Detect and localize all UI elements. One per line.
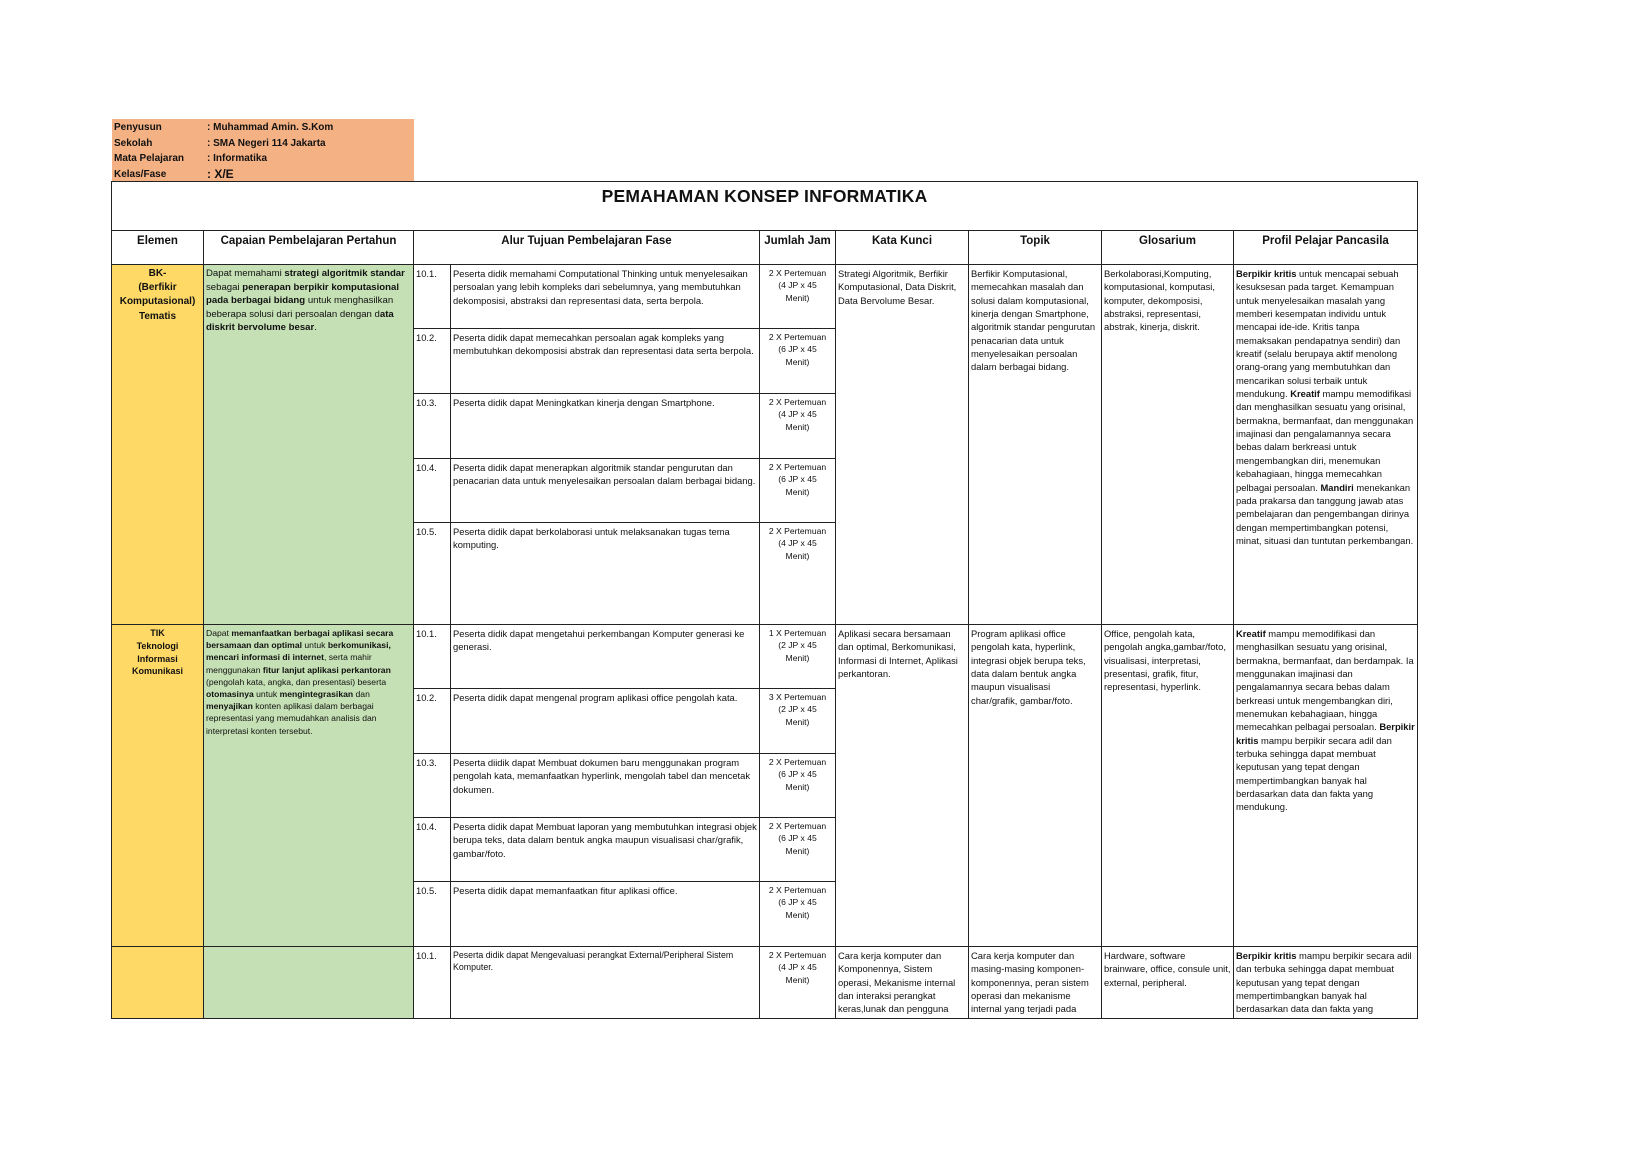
profil-text-segment: mampu berpikir secara adil dan terbuka sehingga dapat membuat keputusan yang tepat dengan mempertimbangkan banyak hal berdasarkan data dan fakta yang mendukung. [1236,734,1392,813]
col-header-capaian: Capaian Pembelajaran Pertahun [204,231,414,265]
info-row-sekolah [112,136,414,152]
jumlah-jam-line: Menit) [785,716,810,727]
element-cell [112,947,204,1019]
col-header-alur: Alur Tujuan Pembelajaran Fase [414,231,760,265]
capaian-text-segment: . [314,322,317,334]
jumlah-jam-line: (2 JP x 45 [778,704,817,715]
jumlah-jam-cell [760,394,836,459]
capaian-text-segment: untuk [253,689,280,700]
jumlah-jam-line: Menit) [785,550,810,561]
profil-pelajar-cell [1234,625,1418,947]
jumlah-jam-cell [760,947,836,1019]
jumlah-jam-cell [760,329,836,394]
jumlah-jam-line: Menit) [785,356,810,367]
jumlah-jam-line: (4 JP x 45 [778,409,817,420]
profil-text-segment: untuk mencapai sebuah kesuksesan pada target. Kemampuan untuk menyelesaikan masalah yang memberi kesempatan individu untuk mencapai ide-ide. Kritis tanpa memaksakan pendapatnya sendiri) dan kreatif (selalu berupaya aktif menolong orang-orang yang membutuhkan dan mencarikan solusi terbaik untuk mendukung. [1236,268,1401,400]
jumlah-jam-line: Menit) [785,974,810,985]
jumlah-jam-line: Menit) [785,421,810,432]
jumlah-jam-cell [760,265,836,329]
profil-text-bold-segment: Kreatif [1290,388,1320,400]
jumlah-jam-line: 2 X Pertemuan [768,332,827,342]
glosarium-cell: Office, pengolah kata, pengolah angka,gambar/foto, visualisasi, interpretasi, presentasi, grafik, fitur, representasi, hyperlink. [1102,625,1234,947]
capaian-text-segment: konten aplikasi dalam berbagai representasi yang memudahkan analisis dan interpretasi konten tersebut. [206,701,377,736]
capaian-cell [204,947,414,1019]
table-row [112,265,1418,329]
element-cell [112,625,204,947]
sekolah-label: Sekolah [114,137,153,149]
capaian-text-bold-segment: memanfaatkan berbagai aplikasi secara bersamaan dan optimal [206,628,394,651]
element-line: Komputasional) [119,296,196,308]
atp-text: Peserta didik dapat Membuat laporan yang membutuhkan integrasi objek berupa teks, data dalam bentuk angka maupun visualisasi char/grafik, gambar/foto. [451,818,760,882]
capaian-text-bold-segment: menyajikan [206,701,253,712]
profil-text-segment: mampu memodifikasi dan menghasilkan sesuatu yang orisinal, bermakna, bermanfaat, dan menggunakan imajinasi dan pengalamannya secara bebas dalam berkreasi untuk mengembangkan diri, menemukan kebahagiaan, hingga memecahkan pelbagai persoalan. [1236,388,1414,493]
profil-text-bold-segment: Berpikir kritis [1236,721,1415,746]
capaian-text-bold-segment: otomasinya [206,689,254,700]
capaian-text-segment: Dapat memahami [206,268,285,279]
jumlah-jam-cell [760,625,836,689]
jumlah-jam-line: 2 X Pertemuan [768,268,827,278]
info-row-kelas [112,167,414,183]
page-bottom-margin [0,1054,1650,1165]
capaian-text-bold-segment: penerapan berpikir komputasional pada berbagai bidang [206,281,400,307]
capaian-text-segment: sebagai [206,281,243,293]
capaian-text-bold-segment: ata diskrit bervolume besar [206,308,394,334]
atp-number: 10.4. [414,459,451,523]
col-header-elemen: Elemen [112,231,204,265]
topik-cell: Berfikir Komputasional, memecahkan masalah dan solusi dalam komputasional, kinerja dengan Smartphone, algoritmik standar pengurutan penacarian data untuk menyelesaikan persoalan dalam berbagai bidang. [969,265,1102,625]
capaian-text-segment: dan [353,689,370,700]
atp-text: Peserta didik dapat Mengevaluasi perangkat External/Peripheral Sistem Komputer. [451,947,760,1019]
atp-text: Peserta diidik dapat Membuat dokumen baru menggunakan program pengolah kata, memanfaatkan hyperlink, mengolah tabel dan mencetak dokumen. [451,754,760,818]
profil-text-bold-segment: Berpikir kritis [1236,950,1297,961]
info-row-mapel [112,151,414,167]
element-line: (Berfikir [138,282,177,294]
jumlah-jam-cell [760,689,836,754]
atp-text: Peserta didik dapat mengetahui perkembangan Komputer generasi ke generasi. [451,625,760,689]
jumlah-jam-line: 1 X Pertemuan [768,628,827,638]
jumlah-jam-line: Menit) [785,486,810,497]
column-header-row [112,231,1418,265]
jumlah-jam-line: Menit) [785,909,810,920]
jumlah-jam-cell [760,818,836,882]
atp-text: Peserta didik dapat Meningkatkan kinerja dengan Smartphone. [451,394,760,459]
atp-text: Peserta didik dapat memecahkan persoalan agak kompleks yang membutuhkan dekomposisi abstrak dan representasi data serta berpola. [451,329,760,394]
capaian-text-segment: , serta mahir menggunakan [206,652,372,675]
atp-number: 10.3. [414,754,451,818]
topik-cell: Program aplikasi office pengolah kata, hyperlink, integrasi objek berupa teks, data dalam bentuk angka maupun visualisasi char/grafik, gambar/foto. [969,625,1102,947]
profil-pelajar-cell [1234,265,1418,625]
col-header-glosarium: Glosarium [1102,231,1234,265]
jumlah-jam-line: (6 JP x 45 [778,769,817,780]
jumlah-jam-line: (2 JP x 45 [778,640,817,651]
table-row [112,947,1418,1019]
jumlah-jam-line: Menit) [785,652,810,663]
profil-text-bold-segment: Mandiri [1320,481,1354,493]
jumlah-jam-line: 2 X Pertemuan [768,526,827,536]
kata-kunci-cell: Strategi Algoritmik, Berfikir Komputasional, Data Diskrit, Data Bervolume Besar. [836,265,969,625]
atp-text: Peserta didik memahami Computational Thinking untuk menyelesaikan persoalan yang lebih kompleks dari sebelumnya, yang membutuhkan dekomposisi, abstraksi dan representasi data, serta berpola. [451,265,760,329]
jumlah-jam-line: 3 X Pertemuan [768,692,827,702]
element-line: Tematis [138,310,177,322]
kata-kunci-cell: Aplikasi secara bersamaan dan optimal, Berkomunikasi, Informasi di Internet, Aplikasi perkantoran. [836,625,969,947]
jumlah-jam-line: 2 X Pertemuan [768,397,827,407]
document-info-block [112,119,414,181]
capaian-text-segment: Dapat [206,628,232,638]
jumlah-jam-line: (6 JP x 45 [778,833,817,844]
capaian-text-bold-segment: mengintegrasikan [279,689,354,700]
atp-number: 10.1. [414,625,451,689]
element-cell [112,265,204,625]
glosarium-cell: Hardware, software brainware, office, consule unit, external, peripheral. [1102,947,1234,1019]
capaian-text-segment: untuk menghasilkan beberapa solusi dari persoalan dengan d [206,295,394,320]
page-title: PEMAHAMAN KONSEP INFORMATIKA [112,182,1418,231]
mapel-label: Mata Pelajaran [114,153,185,164]
profil-text-bold-segment: Berpikir kritis [1236,268,1297,279]
jumlah-jam-cell [760,882,836,947]
penyusun-label: Penyusun [114,122,162,133]
kata-kunci-cell: Cara kerja komputer dan Komponennya, Sistem operasi, Mekanisme internal dan interaksi perangkat keras,lunak dan pengguna [836,947,969,1019]
capaian-text-bold-segment: berkomunikasi, mencari informasi di internet [206,640,391,663]
profil-pelajar-cell [1234,947,1418,1019]
jumlah-jam-line: (6 JP x 45 [778,897,817,908]
jumlah-jam-line: (4 JP x 45 [778,962,817,973]
capaian-text-bold-segment: fitur lanjut aplikasi perkantoran [262,664,391,675]
jumlah-jam-line: (4 JP x 45 [778,280,817,291]
atp-number: 10.2. [414,329,451,394]
profil-text-segment: mampu memodifikasi dan menghasilkan sesuatu yang orisinal, bermakna, bermanfaat, dan berdampak. Ia menggunakan imajinasi dan pengalamannya secara bebas dalam berkreasi untuk mengembangkan diri, menemukan kebahagiaan, hingga memecahkan pelbagai persoalan. [1236,628,1414,733]
profil-text-bold-segment: Kreatif [1236,628,1266,639]
col-header-kata-kunci: Kata Kunci [836,231,969,265]
kelas-label: Kelas/Fase [114,168,167,180]
jumlah-jam-line: 2 X Pertemuan [768,950,827,960]
kelas-value: : X/E [207,166,234,181]
atp-number: 10.1. [414,265,451,329]
table-row [112,625,1418,689]
jumlah-jam-line: (6 JP x 45 [778,474,817,485]
capaian-text-segment: (pengolah kata, angka, dan presentasi) beserta [206,676,387,687]
jumlah-jam-line: 2 X Pertemuan [768,462,827,472]
capaian-cell [204,625,414,947]
atp-number: 10.1. [414,947,451,1019]
mapel-value: : Informatika [207,153,268,164]
info-row-penyusun [112,120,414,136]
capaian-text-bold-segment: strategi algoritmik standar [284,268,405,279]
atp-text: Peserta didik dapat berkolaborasi untuk melaksanakan tugas tema komputing. [451,523,760,625]
atp-text: Peserta didik dapat memanfaatkan fitur aplikasi office. [451,882,760,947]
jumlah-jam-cell [760,459,836,523]
jumlah-jam-line: 2 X Pertemuan [768,757,827,767]
atp-number: 10.2. [414,689,451,754]
profil-text-segment: menekankan pada prakarsa dan tanggung jawab atas pembelajaran dan pengembangan dirinya dengan mempertimbangkan potensi, minat, situasi dan tuntutan perkembangan. [1236,481,1414,546]
atp-number: 10.5. [414,523,451,625]
atp-number: 10.3. [414,394,451,459]
table-body [112,265,1418,1019]
profil-text-segment: mampu berpikir secara adil dan terbuka sehingga dapat membuat keputusan yang tepat dengan mempertimbangkan banyak hal berdasarkan data dan fakta yang [1236,950,1412,1015]
penyusun-value: : Muhammad Amin. S.Kom [207,122,334,133]
topik-cell: Cara kerja komputer dan masing-masing komponen-komponennya, peran sistem operasi dan mekanisme internal yang terjadi pada [969,947,1102,1019]
element-line: BK- [148,268,167,279]
jumlah-jam-line: (6 JP x 45 [778,344,817,355]
element-line: Teknologi [136,640,179,651]
jumlah-jam-line: Menit) [785,845,810,856]
capaian-text-segment: untuk [302,640,328,651]
jumlah-jam-line: Menit) [785,781,810,792]
atp-number: 10.4. [414,818,451,882]
jumlah-jam-line: 2 X Pertemuan [768,821,827,831]
element-line: TIK [150,628,165,638]
element-line: Komunikasi [131,666,183,677]
atp-text: Peserta didik dapat mengenal program aplikasi office pengolah kata. [451,689,760,754]
atp-number: 10.5. [414,882,451,947]
col-header-topik: Topik [969,231,1102,265]
col-header-profil: Profil Pelajar Pancasila [1234,231,1418,265]
jumlah-jam-line: (4 JP x 45 [778,538,817,549]
capaian-cell [204,265,414,625]
jumlah-jam-cell [760,754,836,818]
sekolah-value: : SMA Negeri 114 Jakarta [207,137,326,149]
jumlah-jam-cell [760,523,836,625]
col-header-jumlah-jam: Jumlah Jam [760,231,836,265]
jumlah-jam-line: 2 X Pertemuan [768,885,827,895]
glosarium-cell: Berkolaborasi,Komputing, komputasional, komputasi, komputer, dekomposisi, abstraksi, representasi, abstrak, kinerja, diskrit. [1102,265,1234,625]
curriculum-table [111,181,1418,1019]
element-line: Informasi [137,653,178,664]
jumlah-jam-line: Menit) [785,292,810,303]
atp-text: Peserta didik dapat menerapkan algoritmik standar pengurutan dan penacarian data untuk menyelesaikan persoalan dalam berbagai bidang. [451,459,760,523]
